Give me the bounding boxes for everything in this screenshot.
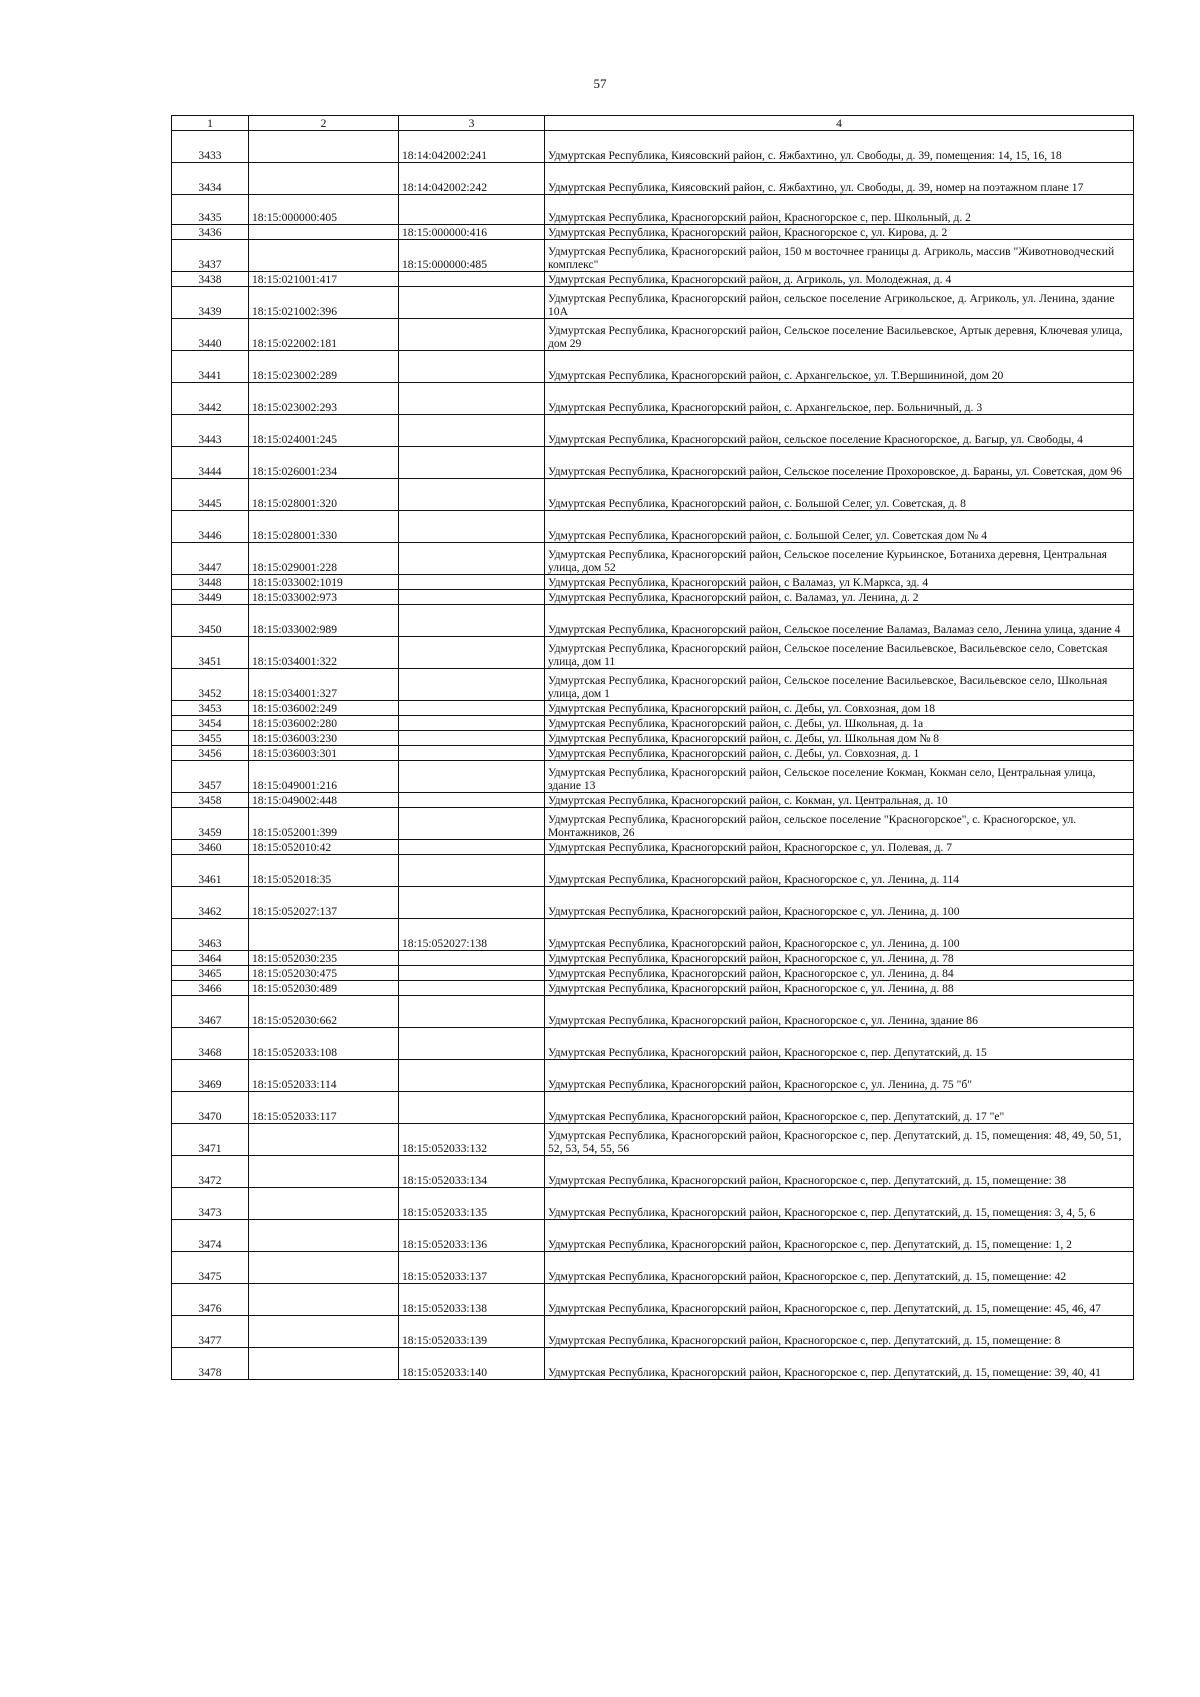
cadastral-number-col2: 18:15:049002:448 bbox=[249, 793, 399, 808]
row-number: 3471 bbox=[172, 1124, 249, 1156]
cadastral-number-col3 bbox=[399, 415, 545, 447]
cadastral-number-col2: 18:15:033002:973 bbox=[249, 590, 399, 605]
cadastral-number-col2 bbox=[249, 919, 399, 951]
address: Удмуртская Республика, Красногорский район, с. Большой Селег, ул. Советская, д. 8 bbox=[545, 479, 1134, 511]
cadastral-number-col3: 18:15:052033:139 bbox=[399, 1316, 545, 1348]
address: Удмуртская Республика, Красногорский район, Красногорское с, пер. Депутатский, д. 15, помещение: 42 bbox=[545, 1252, 1134, 1284]
table-row bbox=[172, 447, 1134, 479]
cadastral-number-col3: 18:15:052033:134 bbox=[399, 1156, 545, 1188]
table-row bbox=[172, 1028, 1134, 1060]
cadastral-number-col2 bbox=[249, 131, 399, 163]
table-row bbox=[172, 163, 1134, 195]
column-header-3: 3 bbox=[399, 116, 545, 131]
row-number: 3472 bbox=[172, 1156, 249, 1188]
table-row bbox=[172, 1092, 1134, 1124]
address: Удмуртская Республика, Красногорский район, Красногорское с, ул. Ленина, д. 84 bbox=[545, 966, 1134, 981]
cadastral-number-col2: 18:15:023002:289 bbox=[249, 351, 399, 383]
table-row bbox=[172, 1284, 1134, 1316]
cadastral-number-col2 bbox=[249, 1156, 399, 1188]
cadastral-number-col3 bbox=[399, 351, 545, 383]
row-number: 3449 bbox=[172, 590, 249, 605]
cadastral-number-col2: 18:15:052030:475 bbox=[249, 966, 399, 981]
row-number: 3466 bbox=[172, 981, 249, 996]
cadastral-number-col2: 18:15:029001:228 bbox=[249, 543, 399, 575]
cadastral-number-col3 bbox=[399, 746, 545, 761]
address: Удмуртская Республика, Красногорский район, Красногорское с, ул. Ленина, д. 75 "б" bbox=[545, 1060, 1134, 1092]
cadastral-number-col3: 18:14:042002:242 bbox=[399, 163, 545, 195]
cadastral-number-col2: 18:15:052027:137 bbox=[249, 887, 399, 919]
cadastral-number-col3 bbox=[399, 840, 545, 855]
table-row bbox=[172, 701, 1134, 716]
table-row bbox=[172, 1124, 1134, 1156]
cadastral-number-col3: 18:15:000000:485 bbox=[399, 240, 545, 272]
address: Удмуртская Республика, Красногорский район, Красногорское с, пер. Депутатский, д. 15, помещения: 48, 49, 50, 51, 52, 53, 54, 55, 56 bbox=[545, 1124, 1134, 1156]
cadastral-number-col2 bbox=[249, 1316, 399, 1348]
cadastral-number-col2: 18:15:033002:1019 bbox=[249, 575, 399, 590]
address: Удмуртская Республика, Киясовский район, с. Яжбахтино, ул. Свободы, д. 39, номер на поэтажном плане 17 bbox=[545, 163, 1134, 195]
table-row bbox=[172, 996, 1134, 1028]
cadastral-number-col3 bbox=[399, 996, 545, 1028]
address: Удмуртская Республика, Красногорский район, Сельское поселение Васильевское, Артык деревня, Ключевая улица, дом 29 bbox=[545, 319, 1134, 351]
table-row bbox=[172, 605, 1134, 637]
table-row bbox=[172, 272, 1134, 287]
table-row bbox=[172, 793, 1134, 808]
address: Удмуртская Республика, Красногорский район, Красногорское с, пер. Депутатский, д. 15, помещения: 3, 4, 5, 6 bbox=[545, 1188, 1134, 1220]
address: Удмуртская Республика, Красногорский район, Красногорское с, ул. Ленина, д. 100 bbox=[545, 887, 1134, 919]
table-row bbox=[172, 351, 1134, 383]
row-number: 3446 bbox=[172, 511, 249, 543]
cadastral-number-col2: 18:15:022002:181 bbox=[249, 319, 399, 351]
table-row bbox=[172, 731, 1134, 746]
table-row bbox=[172, 240, 1134, 272]
table-row bbox=[172, 383, 1134, 415]
address: Удмуртская Республика, Красногорский район, Красногорское с, пер. Депутатский, д. 15, помещение: 8 bbox=[545, 1316, 1134, 1348]
row-number: 3440 bbox=[172, 319, 249, 351]
address: Удмуртская Республика, Красногорский район, Красногорское с, ул. Ленина, д. 100 bbox=[545, 919, 1134, 951]
table-row bbox=[172, 1348, 1134, 1380]
column-header-2: 2 bbox=[249, 116, 399, 131]
table-row bbox=[172, 319, 1134, 351]
cadastral-number-col3 bbox=[399, 479, 545, 511]
cadastral-number-col3 bbox=[399, 287, 545, 319]
table-row bbox=[172, 131, 1134, 163]
cadastral-number-col3 bbox=[399, 605, 545, 637]
address: Удмуртская Республика, Красногорский район, Красногорское с, ул. Кирова, д. 2 bbox=[545, 225, 1134, 240]
address: Удмуртская Республика, Красногорский район, Сельское поселение Курьинское, Ботаниха деревня, Центральная улица, дом 52 bbox=[545, 543, 1134, 575]
table-row bbox=[172, 590, 1134, 605]
table-row bbox=[172, 761, 1134, 793]
table-row bbox=[172, 1316, 1134, 1348]
cadastral-number-col2 bbox=[249, 1348, 399, 1380]
cadastral-number-col3 bbox=[399, 1060, 545, 1092]
cadastral-number-col3: 18:15:000000:416 bbox=[399, 225, 545, 240]
cadastral-number-col3 bbox=[399, 590, 545, 605]
table-row bbox=[172, 840, 1134, 855]
cadastral-number-col2: 18:15:000000:405 bbox=[249, 195, 399, 225]
address: Удмуртская Республика, Красногорский район, д. Агриколь, ул. Молодежная, д. 4 bbox=[545, 272, 1134, 287]
row-number: 3456 bbox=[172, 746, 249, 761]
address: Удмуртская Республика, Красногорский район, Красногорское с, пер. Школьный, д. 2 bbox=[545, 195, 1134, 225]
cadastral-number-col3 bbox=[399, 761, 545, 793]
cadastral-number-col3 bbox=[399, 272, 545, 287]
address: Удмуртская Республика, Красногорский район, Красногорское с, пер. Депутатский, д. 17 "е" bbox=[545, 1092, 1134, 1124]
row-number: 3470 bbox=[172, 1092, 249, 1124]
address: Удмуртская Республика, Красногорский район, Сельское поселение Валамаз, Валамаз село, Ленина улица, здание 4 bbox=[545, 605, 1134, 637]
table-row bbox=[172, 808, 1134, 840]
table-body bbox=[172, 131, 1134, 1380]
address: Удмуртская Республика, Красногорский район, с. Дебы, ул. Совхозная, дом 18 bbox=[545, 701, 1134, 716]
address: Удмуртская Республика, Красногорский район, с. Дебы, ул. Школьная дом № 8 bbox=[545, 731, 1134, 746]
cadastral-number-col2: 18:15:034001:322 bbox=[249, 637, 399, 669]
row-number: 3464 bbox=[172, 951, 249, 966]
row-number: 3450 bbox=[172, 605, 249, 637]
cadastral-number-col2 bbox=[249, 1220, 399, 1252]
row-number: 3441 bbox=[172, 351, 249, 383]
address: Удмуртская Республика, Красногорский район, 150 м восточнее границы д. Агриколь, массив "Животноводческий комплекс" bbox=[545, 240, 1134, 272]
cadastral-number-col3: 18:15:052033:140 bbox=[399, 1348, 545, 1380]
cadastral-number-col2: 18:15:052030:662 bbox=[249, 996, 399, 1028]
cadastral-number-col3 bbox=[399, 855, 545, 887]
address: Удмуртская Республика, Красногорский район, сельское поселение Агрикольское, д. Агриколь, ул. Ленина, здание 10А bbox=[545, 287, 1134, 319]
address: Удмуртская Республика, Красногорский район, сельское поселение "Красногорское", с. Красногорское, ул. Монтажников, 26 bbox=[545, 808, 1134, 840]
cadastral-number-col2: 18:15:052030:235 bbox=[249, 951, 399, 966]
cadastral-number-col2: 18:15:049001:216 bbox=[249, 761, 399, 793]
header-row bbox=[172, 116, 1134, 131]
cadastral-number-col3: 18:14:042002:241 bbox=[399, 131, 545, 163]
row-number: 3473 bbox=[172, 1188, 249, 1220]
address: Удмуртская Республика, Красногорский район, Красногорское с, ул. Ленина, д. 88 bbox=[545, 981, 1134, 996]
address: Удмуртская Республика, Красногорский район, с. Валамаз, ул. Ленина, д. 2 bbox=[545, 590, 1134, 605]
table-row bbox=[172, 716, 1134, 731]
cadastral-number-col2: 18:15:026001:234 bbox=[249, 447, 399, 479]
row-number: 3438 bbox=[172, 272, 249, 287]
address: Удмуртская Республика, Красногорский район, с. Дебы, ул. Совхозная, д. 1 bbox=[545, 746, 1134, 761]
cadastral-number-col2: 18:15:036003:230 bbox=[249, 731, 399, 746]
cadastral-number-col2 bbox=[249, 225, 399, 240]
cadastral-number-col3 bbox=[399, 981, 545, 996]
cadastral-number-col2: 18:15:052001:399 bbox=[249, 808, 399, 840]
table-row bbox=[172, 1252, 1134, 1284]
row-number: 3459 bbox=[172, 808, 249, 840]
cadastral-number-col2: 18:15:036002:249 bbox=[249, 701, 399, 716]
cadastral-number-col2: 18:15:052018:35 bbox=[249, 855, 399, 887]
table-row bbox=[172, 637, 1134, 669]
row-number: 3435 bbox=[172, 195, 249, 225]
cadastral-number-col3: 18:15:052033:135 bbox=[399, 1188, 545, 1220]
address: Удмуртская Республика, Красногорский район, Сельское поселение Васильевское, Васильевское село, Советская улица, дом 11 bbox=[545, 637, 1134, 669]
cadastral-number-col3 bbox=[399, 716, 545, 731]
cadastral-number-col3 bbox=[399, 195, 545, 225]
row-number: 3465 bbox=[172, 966, 249, 981]
cadastral-number-col3: 18:15:052033:137 bbox=[399, 1252, 545, 1284]
address: Удмуртская Республика, Красногорский район, с. Архангельское, пер. Больничный, д. 3 bbox=[545, 383, 1134, 415]
address: Удмуртская Республика, Красногорский район, с. Архангельское, ул. Т.Вершининой, дом 20 bbox=[545, 351, 1134, 383]
table-row bbox=[172, 511, 1134, 543]
row-number: 3468 bbox=[172, 1028, 249, 1060]
table-row bbox=[172, 575, 1134, 590]
table-row bbox=[172, 855, 1134, 887]
cadastral-number-col3: 18:15:052033:138 bbox=[399, 1284, 545, 1316]
cadastral-number-col3 bbox=[399, 511, 545, 543]
cadastral-number-col3: 18:15:052033:132 bbox=[399, 1124, 545, 1156]
cadastral-number-col3 bbox=[399, 966, 545, 981]
cadastral-number-col2: 18:15:023002:293 bbox=[249, 383, 399, 415]
table-row bbox=[172, 981, 1134, 996]
table-row bbox=[172, 887, 1134, 919]
address: Удмуртская Республика, Красногорский район, с. Дебы, ул. Школьная, д. 1а bbox=[545, 716, 1134, 731]
cadastral-number-col3 bbox=[399, 701, 545, 716]
row-number: 3457 bbox=[172, 761, 249, 793]
cadastral-number-col2 bbox=[249, 1252, 399, 1284]
cadastral-number-col2: 18:15:033002:989 bbox=[249, 605, 399, 637]
address: Удмуртская Республика, Красногорский район, Красногорское с, пер. Депутатский, д. 15, помещение: 1, 2 bbox=[545, 1220, 1134, 1252]
address: Удмуртская Республика, Красногорский район, Красногорское с, пер. Депутатский, д. 15, помещение: 38 bbox=[545, 1156, 1134, 1188]
address: Удмуртская Республика, Красногорский район, Красногорское с, ул. Полевая, д. 7 bbox=[545, 840, 1134, 855]
cadastral-number-col3 bbox=[399, 319, 545, 351]
row-number: 3476 bbox=[172, 1284, 249, 1316]
cadastral-number-col2: 18:15:052010:42 bbox=[249, 840, 399, 855]
row-number: 3444 bbox=[172, 447, 249, 479]
row-number: 3469 bbox=[172, 1060, 249, 1092]
cadastral-number-col3 bbox=[399, 637, 545, 669]
registry-table bbox=[171, 115, 1134, 1380]
address: Удмуртская Республика, Красногорский район, с. Кокман, ул. Центральная, д. 10 bbox=[545, 793, 1134, 808]
row-number: 3477 bbox=[172, 1316, 249, 1348]
table-row bbox=[172, 543, 1134, 575]
table-row bbox=[172, 195, 1134, 225]
address: Удмуртская Республика, Красногорский район, Сельское поселение Васильевское, Васильевское село, Школьная улица, дом 1 bbox=[545, 669, 1134, 701]
address: Удмуртская Республика, Красногорский район, Сельское поселение Прохоровское, д. Бараны, ул. Советская, дом 96 bbox=[545, 447, 1134, 479]
cadastral-number-col2 bbox=[249, 1188, 399, 1220]
cadastral-number-col3 bbox=[399, 887, 545, 919]
address: Удмуртская Республика, Красногорский район, с. Большой Селег, ул. Советская дом № 4 bbox=[545, 511, 1134, 543]
row-number: 3445 bbox=[172, 479, 249, 511]
cadastral-number-col3 bbox=[399, 383, 545, 415]
row-number: 3461 bbox=[172, 855, 249, 887]
cadastral-number-col2: 18:15:028001:320 bbox=[249, 479, 399, 511]
cadastral-number-col2: 18:15:034001:327 bbox=[249, 669, 399, 701]
cadastral-number-col3 bbox=[399, 1092, 545, 1124]
row-number: 3454 bbox=[172, 716, 249, 731]
row-number: 3439 bbox=[172, 287, 249, 319]
row-number: 3448 bbox=[172, 575, 249, 590]
row-number: 3443 bbox=[172, 415, 249, 447]
row-number: 3434 bbox=[172, 163, 249, 195]
row-number: 3467 bbox=[172, 996, 249, 1028]
cadastral-number-col2: 18:15:052033:108 bbox=[249, 1028, 399, 1060]
cadastral-number-col3 bbox=[399, 575, 545, 590]
table-row bbox=[172, 669, 1134, 701]
cadastral-number-col2 bbox=[249, 1124, 399, 1156]
table-row bbox=[172, 225, 1134, 240]
table-row bbox=[172, 1188, 1134, 1220]
row-number: 3458 bbox=[172, 793, 249, 808]
cadastral-number-col2: 18:15:036003:301 bbox=[249, 746, 399, 761]
cadastral-number-col3 bbox=[399, 731, 545, 746]
cadastral-number-col2: 18:15:021002:396 bbox=[249, 287, 399, 319]
address: Удмуртская Республика, Красногорский район, Красногорское с, пер. Депутатский, д. 15, помещение: 45, 46, 47 bbox=[545, 1284, 1134, 1316]
table-row bbox=[172, 919, 1134, 951]
row-number: 3455 bbox=[172, 731, 249, 746]
cadastral-number-col2: 18:15:036002:280 bbox=[249, 716, 399, 731]
cadastral-number-col2: 18:15:052033:114 bbox=[249, 1060, 399, 1092]
column-header-1: 1 bbox=[172, 116, 249, 131]
cadastral-number-col3 bbox=[399, 793, 545, 808]
address: Удмуртская Республика, Красногорский район, Красногорское с, ул. Ленина, д. 78 bbox=[545, 951, 1134, 966]
row-number: 3452 bbox=[172, 669, 249, 701]
row-number: 3442 bbox=[172, 383, 249, 415]
table-row bbox=[172, 746, 1134, 761]
cadastral-number-col3 bbox=[399, 447, 545, 479]
cadastral-number-col3: 18:15:052033:136 bbox=[399, 1220, 545, 1252]
table-row bbox=[172, 287, 1134, 319]
cadastral-number-col3 bbox=[399, 808, 545, 840]
cadastral-number-col2 bbox=[249, 1284, 399, 1316]
row-number: 3433 bbox=[172, 131, 249, 163]
address: Удмуртская Республика, Киясовский район, с. Яжбахтино, ул. Свободы, д. 39, помещения: 14, 15, 16, 18 bbox=[545, 131, 1134, 163]
row-number: 3474 bbox=[172, 1220, 249, 1252]
page-number: 57 bbox=[593, 76, 607, 91]
address: Удмуртская Республика, Красногорский район, Красногорское с, пер. Депутатский, д. 15, помещение: 39, 40, 41 bbox=[545, 1348, 1134, 1380]
row-number: 3453 bbox=[172, 701, 249, 716]
cadastral-number-col2 bbox=[249, 163, 399, 195]
table-row bbox=[172, 1156, 1134, 1188]
table-row bbox=[172, 1220, 1134, 1252]
row-number: 3460 bbox=[172, 840, 249, 855]
cadastral-number-col3 bbox=[399, 669, 545, 701]
row-number: 3475 bbox=[172, 1252, 249, 1284]
cadastral-number-col2: 18:15:052033:117 bbox=[249, 1092, 399, 1124]
row-number: 3447 bbox=[172, 543, 249, 575]
cadastral-number-col3: 18:15:052027:138 bbox=[399, 919, 545, 951]
cadastral-number-col3 bbox=[399, 951, 545, 966]
address: Удмуртская Республика, Красногорский район, сельское поселение Красногорское, д. Багыр, ул. Свободы, 4 bbox=[545, 415, 1134, 447]
row-number: 3436 bbox=[172, 225, 249, 240]
table-row bbox=[172, 479, 1134, 511]
row-number: 3463 bbox=[172, 919, 249, 951]
table-row bbox=[172, 415, 1134, 447]
table-row bbox=[172, 966, 1134, 981]
address: Удмуртская Республика, Красногорский район, Красногорское с, ул. Ленина, д. 114 bbox=[545, 855, 1134, 887]
cadastral-number-col2: 18:15:052030:489 bbox=[249, 981, 399, 996]
row-number: 3478 bbox=[172, 1348, 249, 1380]
column-header-4: 4 bbox=[545, 116, 1134, 131]
cadastral-number-col2: 18:15:021001:417 bbox=[249, 272, 399, 287]
row-number: 3437 bbox=[172, 240, 249, 272]
cadastral-number-col2: 18:15:028001:330 bbox=[249, 511, 399, 543]
cadastral-number-col2 bbox=[249, 240, 399, 272]
row-number: 3451 bbox=[172, 637, 249, 669]
table-row bbox=[172, 951, 1134, 966]
address: Удмуртская Республика, Красногорский район, Красногорское с, ул. Ленина, здание 86 bbox=[545, 996, 1134, 1028]
cadastral-number-col3 bbox=[399, 1028, 545, 1060]
row-number: 3462 bbox=[172, 887, 249, 919]
address: Удмуртская Республика, Красногорский район, Красногорское с, пер. Депутатский, д. 15 bbox=[545, 1028, 1134, 1060]
table-row bbox=[172, 1060, 1134, 1092]
address: Удмуртская Республика, Красногорский район, с Валамаз, ул К.Маркса, зд. 4 bbox=[545, 575, 1134, 590]
address: Удмуртская Республика, Красногорский район, Сельское поселение Кокман, Кокман село, Центральная улица, здание 13 bbox=[545, 761, 1134, 793]
cadastral-number-col3 bbox=[399, 543, 545, 575]
cadastral-number-col2: 18:15:024001:245 bbox=[249, 415, 399, 447]
